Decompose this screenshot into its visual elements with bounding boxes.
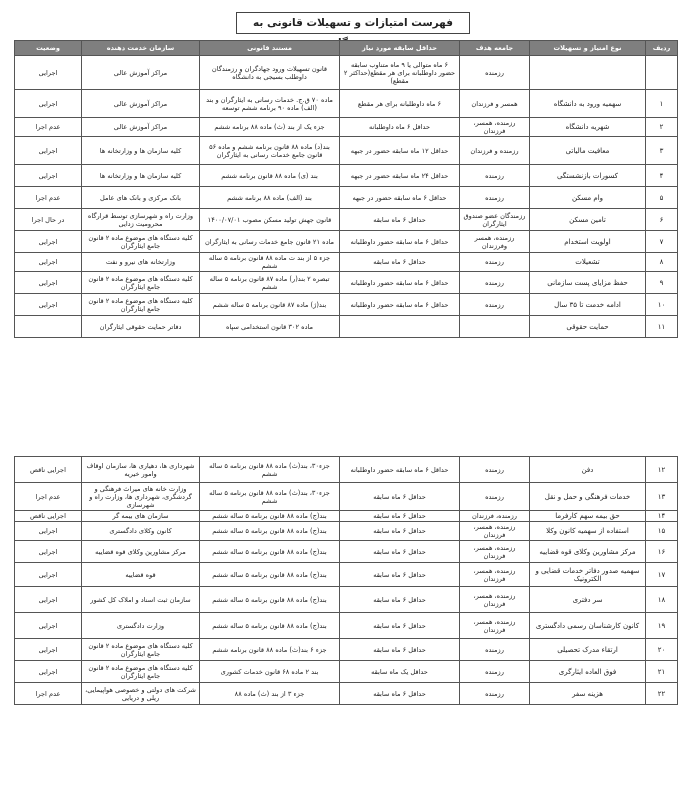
cell-status: اجرایی — [15, 231, 82, 253]
cell-row-number: ۲۱ — [646, 661, 678, 683]
cell-status: در حال اجرا — [15, 209, 82, 231]
cell-min-service: حداقل ۶ ماه سابقه — [340, 483, 460, 511]
cell-status: عدم اجرا — [15, 683, 82, 705]
cell-min-service: حداقل ۶ ماه سابقه — [340, 511, 460, 522]
cell-benefit-type: حق بیمه سهم کارفرما — [530, 511, 646, 522]
cell-min-service: حداقل ۶ ماه سابقه — [340, 209, 460, 231]
table-row — [15, 613, 678, 639]
document-title: فهرست امتیازات و تسهیلات قانونی به — [236, 12, 470, 34]
cell-legal-basis: قانون جهش تولید مسکن مصوب ۱۴۰۰/۰۷/۰۱ — [200, 209, 340, 231]
cell-status — [15, 316, 82, 338]
cell-row-number: ۱ — [646, 90, 678, 118]
cell-legal-basis: قانون تسهیلات ورود جهادگران و رزمندگان داوطلب بسیجی به دانشگاه — [200, 56, 340, 90]
cell-service-org: کلیه دستگاه های موضوع ماده ۲ قانون جامع ایثارگران — [82, 272, 200, 294]
cell-min-service: حداقل ۶ ماه سابقه — [340, 253, 460, 272]
table-row — [15, 587, 678, 613]
cell-status: عدم اجرا — [15, 118, 82, 137]
cell-legal-basis: بند(ج) ماده ۸۸ قانون برنامه ۵ ساله ششم — [200, 541, 340, 563]
cell-min-service — [340, 316, 460, 338]
cell-min-service: حداقل ۱۲ ماه سابقه حضور در جبهه — [340, 137, 460, 165]
cell-target-group: رزمنده و فرزندان — [460, 137, 530, 165]
cell-service-org: کانون وکلای دادگستری — [82, 522, 200, 541]
cell-row-number: ۱۶ — [646, 541, 678, 563]
cell-legal-basis: بند (الف) ماده ۸۸ برنامه ششم — [200, 187, 340, 209]
cell-row-number: ۱۳ — [646, 483, 678, 511]
cell-legal-basis: جزء۳۰، بند(ث) ماده ۸۸ قانون برنامه ۵ ساله ششم — [200, 457, 340, 483]
benefits-table-bottom — [14, 456, 678, 705]
cell-status: اجرایی — [15, 253, 82, 272]
cell-target-group: رزمنده — [460, 294, 530, 316]
cell-legal-basis: بند (ی) ماده ۸۸ قانون برنامه ششم — [200, 165, 340, 187]
cell-benefit-type: ادامه خدمت تا ۳۵ سال — [530, 294, 646, 316]
cell-target-group: رزمنده، همسر وفرزندان — [460, 231, 530, 253]
cell-target-group: رزمنده — [460, 661, 530, 683]
cell-benefit-type — [530, 56, 646, 90]
cell-target-group: رزمنده — [460, 272, 530, 294]
cell-legal-basis: جزء ۵ از بند ت ماده ۸۸ قانون برنامه ۵ ساله ششم — [200, 253, 340, 272]
cell-legal-basis: جزء یک از بند (ث) ماده ۸۸ برنامه ششم — [200, 118, 340, 137]
cell-row-number: ۱۵ — [646, 522, 678, 541]
cell-benefit-type: سهمیه صدور دفاتر خدمات قضایی و الکترونیک — [530, 563, 646, 587]
header-min-service: حداقل سابقه مورد نیاز — [340, 41, 460, 56]
cell-min-service: حداقل ۶ ماه سابقه حضور در جبهه — [340, 187, 460, 209]
header-row-number: ردیف — [646, 41, 678, 56]
cell-status: اجرایی — [15, 272, 82, 294]
cell-benefit-type: تامین مسکن — [530, 209, 646, 231]
header-benefit-type: نوع امتیاز و تسهیلات — [530, 41, 646, 56]
cell-legal-basis: ماده ۲۱ قانون جامع خدمات رسانی به ایثارگران — [200, 231, 340, 253]
cell-target-group — [460, 316, 530, 338]
cell-row-number: ۴ — [646, 165, 678, 187]
cell-service-org: کلیه دستگاه های موضوع ماده ۲ قانون جامع ایثارگران — [82, 231, 200, 253]
table-row — [15, 209, 678, 231]
cell-status: اجرایی — [15, 137, 82, 165]
table-header-row — [15, 41, 678, 56]
cell-min-service: حداقل ۶ ماه سابقه — [340, 587, 460, 613]
cell-legal-basis: ماده ۳۰۲ قانون استخدامی سپاه — [200, 316, 340, 338]
cell-service-org: کلیه دستگاه های موضوع ماده ۲ قانون جامع ایثارگران — [82, 639, 200, 661]
cell-benefit-type: هزینه سفر — [530, 683, 646, 705]
cell-row-number: ۱۲ — [646, 457, 678, 483]
cell-service-org: سازمان ثبت اسناد و املاک کل کشور — [82, 587, 200, 613]
header-target-group: جامعه هدف — [460, 41, 530, 56]
table-row — [15, 661, 678, 683]
cell-row-number — [646, 56, 678, 90]
cell-row-number: ۹ — [646, 272, 678, 294]
cell-min-service: حداقل ۶ ماه سابقه حضور داوطلبانه — [340, 231, 460, 253]
cell-row-number: ۱۱ — [646, 316, 678, 338]
cell-target-group: رزمنده — [460, 253, 530, 272]
cell-status: اجرایی — [15, 541, 82, 563]
cell-min-service: ۶ ماه متوالی یا ۹ ماه متناوب سابقه حضور داوطلبانه برای هر مقطع(حداکثر ۲ مقطع) — [340, 56, 460, 90]
cell-target-group: رزمنده، همسر، فرزندان — [460, 522, 530, 541]
table-row — [15, 511, 678, 522]
cell-target-group: رزمندگان عضو صندوق ایثارگران — [460, 209, 530, 231]
cell-min-service: حداقل ۶ ماه سابقه — [340, 683, 460, 705]
cell-benefit-type: تشعیلات — [530, 253, 646, 272]
cell-row-number: ۸ — [646, 253, 678, 272]
cell-target-group: رزمنده — [460, 683, 530, 705]
cell-min-service: حداقل ۶ ماه سابقه — [340, 639, 460, 661]
cell-status: اجرایی — [15, 90, 82, 118]
table-row — [15, 683, 678, 705]
table-row — [15, 272, 678, 294]
cell-service-org: بانک مرکزی و بانک های عامل — [82, 187, 200, 209]
cell-legal-basis: بند(ژ) ماده ۸۷ قانون برنامه ۵ ساله ششم — [200, 294, 340, 316]
cell-target-group: رزمنده، همسر، فرزندان — [460, 118, 530, 137]
cell-status: اجرایی — [15, 587, 82, 613]
cell-status: اجرایی — [15, 294, 82, 316]
cell-service-org: کلیه سازمان ها و وزارتخانه ها — [82, 137, 200, 165]
cell-service-org: مراکز آموزش عالی — [82, 56, 200, 90]
table-row — [15, 522, 678, 541]
cell-min-service: حداقل ۶ ماه سابقه حضور داوطلبانه — [340, 457, 460, 483]
cell-service-org: کلیه سازمان ها و وزارتخانه ها — [82, 165, 200, 187]
cell-benefit-type: فوق العاده ایثارگری — [530, 661, 646, 683]
cell-legal-basis: بند(ج) ماده ۸۸ قانون برنامه ۵ ساله ششم — [200, 587, 340, 613]
cell-row-number: ۱۸ — [646, 587, 678, 613]
cell-min-service: حداقل ۶ ماه سابقه — [340, 563, 460, 587]
cell-target-group: رزمنده، فرزندان — [460, 511, 530, 522]
cell-benefit-type: استفاده از سهمیه کانون وکلا — [530, 522, 646, 541]
cell-row-number: ۱۴ — [646, 511, 678, 522]
cell-min-service: حداقل ۶ ماه سابقه — [340, 541, 460, 563]
cell-legal-basis: جزء۳۰، بند(ث) ماده ۸۸ قانون برنامه ۵ ساله ششم — [200, 483, 340, 511]
cell-min-service: حداقل ۶ ماه داوطلبانه — [340, 118, 460, 137]
cell-benefit-type: حفظ مزایای پست سازمانی — [530, 272, 646, 294]
cell-row-number: ۵ — [646, 187, 678, 209]
cell-legal-basis: تبصره ۲ بند(ر) ماده ۸۷ قانون برنامه ۵ ساله ششم — [200, 272, 340, 294]
cell-target-group: رزمنده، همسر، فرزندان — [460, 587, 530, 613]
cell-target-group: رزمنده، همسر، فرزندان — [460, 541, 530, 563]
cell-status: عدم اجرا — [15, 483, 82, 511]
cell-status: اجرایی ناقص — [15, 457, 82, 483]
cell-row-number: ۱۰ — [646, 294, 678, 316]
cell-service-org: سازمان های بیمه گر — [82, 511, 200, 522]
cell-service-org: مرکز مشاورین وکلای قوه قضاییه — [82, 541, 200, 563]
cell-service-org: شرکت های دولتی و خصوصی هواپیمایی، ریلی و دریایی — [82, 683, 200, 705]
table-row — [15, 165, 678, 187]
cell-status: اجرایی — [15, 639, 82, 661]
cell-row-number: ۲۰ — [646, 639, 678, 661]
cell-benefit-type: معافیت مالیاتی — [530, 137, 646, 165]
cell-status: اجرایی ناقص — [15, 511, 82, 522]
cell-target-group: رزمنده — [460, 483, 530, 511]
cell-benefit-type: سر دفتری — [530, 587, 646, 613]
cell-benefit-type: اولویت استخدام — [530, 231, 646, 253]
table-row — [15, 294, 678, 316]
benefits-table-top — [14, 40, 678, 338]
cell-status: عدم اجرا — [15, 187, 82, 209]
cell-service-org: وزارت دادگستری — [82, 613, 200, 639]
cell-benefit-type: وام مسکن — [530, 187, 646, 209]
cell-status: اجرایی — [15, 563, 82, 587]
table-row — [15, 231, 678, 253]
table-row — [15, 541, 678, 563]
table-row — [15, 563, 678, 587]
cell-service-org: قوه قضاییه — [82, 563, 200, 587]
header-service-org: سازمان خدمت دهنده — [82, 41, 200, 56]
cell-service-org: دفاتر حمایت حقوقی ایثارگران — [82, 316, 200, 338]
cell-service-org: وزارت راه و شهرسازی توسط قرارگاه محرومیت زدایی — [82, 209, 200, 231]
cell-min-service: حداقل ۶ ماه سابقه حضور داوطلبانه — [340, 272, 460, 294]
cell-service-org: وزارت خانه های میراث فرهنگی و گردشگری، شهرداری ها، وزارت راه و شهرسازی — [82, 483, 200, 511]
cell-min-service: حداقل ۶ ماه سابقه — [340, 613, 460, 639]
table-row — [15, 187, 678, 209]
cell-benefit-type: دفن — [530, 457, 646, 483]
cell-target-group: رزمنده — [460, 56, 530, 90]
cell-legal-basis: بند(ج) ماده ۸۸ قانون برنامه ۵ ساله ششم — [200, 522, 340, 541]
cell-min-service: حداقل ۶ ماه سابقه حضور داوطلبانه — [340, 294, 460, 316]
table-row — [15, 316, 678, 338]
cell-row-number: ۲ — [646, 118, 678, 137]
cell-row-number: ۷ — [646, 231, 678, 253]
cell-service-org: وزارتخانه های نیرو و نفت — [82, 253, 200, 272]
table-row — [15, 483, 678, 511]
cell-benefit-type: کانون کارشناسان رسمی دادگستری — [530, 613, 646, 639]
cell-min-service: ۶ ماه داوطلبانه برای هر مقطع — [340, 90, 460, 118]
cell-min-service: حداقل یک ماه سابقه — [340, 661, 460, 683]
cell-legal-basis: جزء ۳ از بند (ث) ماده ۸۸ — [200, 683, 340, 705]
cell-benefit-type: مرکز مشاورین وکلای قوه قضاییه — [530, 541, 646, 563]
cell-service-org: کلیه دستگاه های موضوع ماده ۲ قانون جامع ایثارگران — [82, 294, 200, 316]
cell-min-service: حداقل ۲۴ ماه سابقه حضور در جبهه — [340, 165, 460, 187]
cell-status: اجرایی — [15, 56, 82, 90]
table-row — [15, 253, 678, 272]
cell-benefit-type: سهمیه ورود به دانشگاه — [530, 90, 646, 118]
header-legal-basis: مستند قانونی — [200, 41, 340, 56]
cell-legal-basis: بند(ج) ماده ۸۸ قانون برنامه ۵ ساله ششم — [200, 613, 340, 639]
cell-legal-basis: جزء ۶ بند(ث) ماده ۸۸ قانون برنامه ششم — [200, 639, 340, 661]
cell-target-group: رزمنده — [460, 187, 530, 209]
cell-benefit-type: حمایت حقوقی — [530, 316, 646, 338]
table-row — [15, 56, 678, 90]
cell-status: اجرایی — [15, 165, 82, 187]
cell-row-number: ۶ — [646, 209, 678, 231]
cell-legal-basis: بند(ج) ماده ۸۸ قانون برنامه ۵ ساله ششم — [200, 511, 340, 522]
cell-row-number: ۱۷ — [646, 563, 678, 587]
cell-legal-basis: بند ۲ ماده ۶۸ قانون خدمات کشوری — [200, 661, 340, 683]
cell-legal-basis: بند(د) ماده ۸۸ قانون برنامه ششم و ماده ۵۶ قانون جامع خدمات رسانی به ایثارگران — [200, 137, 340, 165]
cell-target-group: همسر و فرزندان — [460, 90, 530, 118]
table-row — [15, 90, 678, 118]
cell-target-group: رزمنده — [460, 639, 530, 661]
cell-row-number: ۱۹ — [646, 613, 678, 639]
cell-target-group: رزمنده — [460, 165, 530, 187]
cell-row-number: ۳ — [646, 137, 678, 165]
table-row — [15, 137, 678, 165]
cell-status: اجرایی — [15, 661, 82, 683]
cell-benefit-type: ارتقاء مدرک تحصیلی — [530, 639, 646, 661]
cell-min-service: حداقل ۶ ماه سابقه — [340, 522, 460, 541]
header-status: وضعیت — [15, 41, 82, 56]
table-row — [15, 639, 678, 661]
cell-service-org: کلیه دستگاه های موضوع ماده ۲ قانون جامع ایثارگران — [82, 661, 200, 683]
cell-row-number: ۲۲ — [646, 683, 678, 705]
cell-target-group: رزمنده، همسر، فرزندان — [460, 613, 530, 639]
cell-target-group: رزمنده، همسر، فرزندان — [460, 563, 530, 587]
cell-benefit-type: خدمات فرهنگی و حمل و نقل — [530, 483, 646, 511]
cell-legal-basis: بند(ج) ماده ۸۸ قانون برنامه ۵ ساله ششم — [200, 563, 340, 587]
cell-service-org: مراکز آموزش عالی — [82, 90, 200, 118]
cell-status: اجرایی — [15, 613, 82, 639]
cell-benefit-type: کسورات بازنشستگی — [530, 165, 646, 187]
table-row — [15, 457, 678, 483]
cell-service-org: مراکز آموزش عالی — [82, 118, 200, 137]
cell-benefit-type: شهریه دانشگاه — [530, 118, 646, 137]
cell-status: اجرایی — [15, 522, 82, 541]
table-row — [15, 118, 678, 137]
cell-legal-basis: ماده ۷۰ ق.ج. خدمات رسانی به ایثارگران و بند (الف) ماده ۹۰ برنامه ششم توسعه — [200, 90, 340, 118]
cell-service-org: شهرداری ها، دهیاری ها، سازمان اوقاف وامور خیریه — [82, 457, 200, 483]
cell-target-group: رزمنده — [460, 457, 530, 483]
